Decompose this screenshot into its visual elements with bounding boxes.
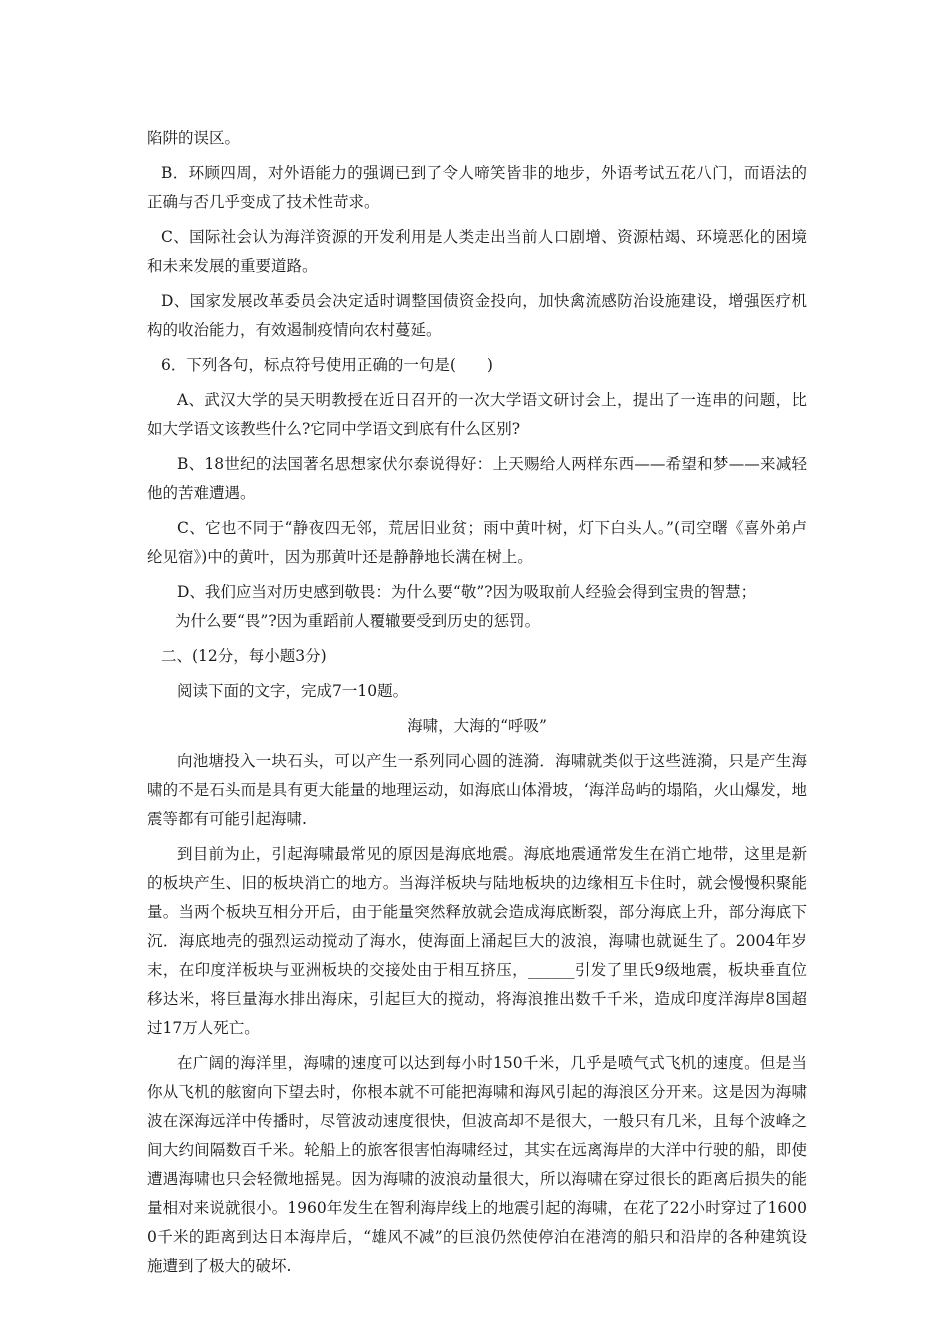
question-6-option-c: C、它也不同于“静夜四无邻，荒居旧业贫；雨中黄叶树，灯下白头人。”(司空曙《喜外弟卢纶见宿》)中的黄叶，因为那黄叶还是静静地长满在树上。: [147, 519, 807, 566]
question-6-option-d-line1: D、我们应当对历史感到敬畏：为什么要“敬”?因为吸取前人经验会得到宝贵的智慧；: [177, 583, 757, 601]
question-6-option-d-line2: 为什么要“畏”?因为重蹈前人覆辙要受到历史的惩罚。: [175, 612, 541, 630]
paragraph-continuation: 陷阱的误区。: [147, 129, 241, 147]
question-6-option-d: [147, 578, 807, 636]
article-paragraph-2: 到目前为止，引起海啸最常见的原因是海底地震。海底地震通常发生在消亡地带，这里是新的板块产生、旧的板块消亡的地方。当海洋板块与陆地板块的边缘相互卡住时，就会慢慢积聚能量。当两个板块互相分开后，由于能量突然释放就会造成海底断裂，部分海底上升，部分海底下沉．海底地壳的强烈运动搅动了海水，使海面上涌起巨大的波浪，海啸也就诞生了。2004年岁末，在印度洋板块与亚洲板块的交接处由于相互挤压，______引发了里氏9级地震，板块垂直位移达米，将巨量海水排出海床，引起巨大的搅动，将海浪推出数千千米，造成印度洋海岸8国超过17万人死亡。: [147, 845, 807, 1037]
article-paragraph-1: 向池塘投入一块石头，可以产生一系列同心圆的涟漪．海啸就类似于这些涟漪，只是产生海啸的不是石头而是具有更大能量的地理运动，如海底山体滑坡，‘海洋岛屿的塌陷，火山爆发，地震等都有可能引起海啸.: [147, 752, 807, 828]
option-c: C、国际社会认为海洋资源的开发利用是人类走出当前人口剧增、资源枯竭、环境恶化的困境和未来发展的重要道路。: [147, 228, 807, 275]
article-paragraph-3: 在广阔的海洋里，海啸的速度可以达到每小时150千米，几乎是喷气式飞机的速度。但是当你从飞机的舷窗向下望去时，你根本就不可能把海啸和海风引起的海浪区分开来。这是因为海啸波在深海远洋中传播时，尽管波动速度很快，但波高却不是很大，一般只有几米，且每个波峰之间大约间隔数百千米。轮船上的旅客很害怕海啸经过，其实在远离海岸的大洋中行驶的船，即使遭遇海啸也只会轻微地摇晃。因为海啸的波浪动量很大，所以海啸在穿过很长的距离后损失的能量相对来说就很小。1960年发生在智利海岸线上的地震引起的海啸，在花了22小时穿过了16000千米的距离到达日本海岸后，“雄风不减”的巨浪仍然使停泊在港湾的船只和沿岸的各种建筑设施遭到了极大的破坏.: [147, 1054, 807, 1275]
document-body: [147, 124, 807, 1287]
question-6-option-b: B、18世纪的法国著名思想家伏尔泰说得好：上天赐给人两样东西——希望和梦——来减轻他的苦难遭遇。: [147, 455, 807, 502]
section-heading: 二、(12分，每小题3分): [161, 647, 327, 665]
article-title: 海啸，大海的“呼吸”: [407, 717, 547, 735]
question-6: 6．下列各句，标点符号使用正确的一句是( ): [161, 356, 493, 374]
question-6-option-a: A、武汉大学的吴天明教授在近日召开的一次大学语文研讨会上，提出了一连串的问题，比如大学语文该教些什么?它同中学语文到底有什么区别?: [147, 391, 807, 438]
reading-instruction: 阅读下面的文字，完成7一10题。: [177, 682, 409, 700]
option-b: B．环顾四周，对外语能力的强调已到了令人啼笑皆非的地步，外语考试五花八门，而语法的正确与否几乎变成了技术性苛求。: [147, 164, 807, 211]
option-d: D、国家发展改革委员会决定适时调整国债资金投向，加快禽流感防治设施建设，增强医疗机构的收治能力，有效遏制疫情向农村蔓延。: [147, 292, 807, 339]
